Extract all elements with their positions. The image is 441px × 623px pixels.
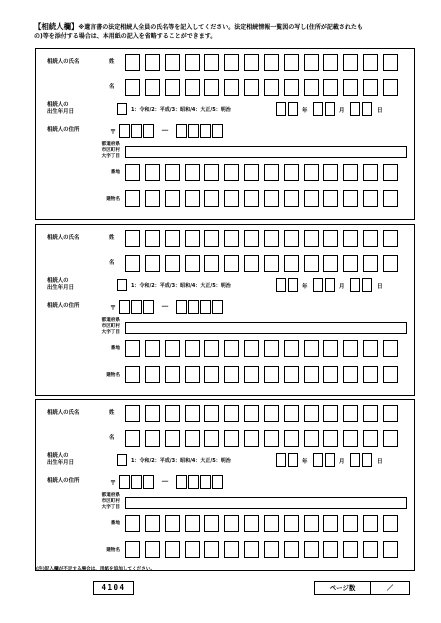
banchi-cell[interactable] — [264, 515, 279, 532]
postal-box[interactable] — [131, 300, 142, 314]
month-box-1[interactable] — [313, 102, 323, 116]
surname-cell[interactable] — [284, 230, 299, 247]
postal-box[interactable] — [212, 300, 223, 314]
building-cell[interactable] — [125, 541, 140, 558]
heir-section — [35, 224, 415, 396]
building-cell[interactable] — [363, 541, 378, 558]
given-name-grid — [125, 430, 398, 447]
banchi-cell[interactable] — [204, 340, 219, 357]
name-label: 相続人の氏名 — [47, 410, 80, 416]
surname-cell[interactable] — [304, 54, 319, 71]
banchi-cell[interactable] — [204, 164, 219, 181]
postal-box[interactable] — [131, 124, 142, 138]
pref-label-2: 市区町村 — [101, 148, 120, 153]
postal-mark: 〒 — [110, 480, 117, 487]
given-name-label: 名 — [109, 260, 115, 266]
day-label: 日 — [377, 284, 383, 290]
building-grid — [125, 366, 398, 383]
given-name-cell[interactable] — [224, 255, 239, 272]
surname-cell[interactable] — [284, 405, 299, 422]
surname-cell[interactable] — [323, 230, 338, 247]
postal-box[interactable] — [119, 475, 130, 489]
address-label: 相続人の住所 — [47, 127, 80, 133]
building-cell[interactable] — [284, 541, 299, 558]
building-cell[interactable] — [264, 366, 279, 383]
surname-cell[interactable] — [125, 54, 140, 71]
banchi-cell[interactable] — [224, 340, 239, 357]
surname-cell[interactable] — [264, 230, 279, 247]
given-name-cell[interactable] — [363, 430, 378, 447]
birthdate-label-2: 出生年月日 — [47, 285, 74, 291]
surname-cell[interactable] — [363, 54, 378, 71]
surname-cell[interactable] — [165, 54, 180, 71]
surname-cell[interactable] — [204, 54, 219, 71]
surname-cell[interactable] — [224, 230, 239, 247]
postal-box[interactable] — [176, 300, 187, 314]
day-label: 日 — [377, 108, 383, 114]
banchi-cell[interactable] — [323, 164, 338, 181]
month-label: 月 — [339, 459, 345, 465]
building-cell[interactable] — [264, 190, 279, 207]
surname-cell[interactable] — [343, 54, 358, 71]
banchi-grid — [125, 515, 398, 532]
year-box-1[interactable] — [276, 278, 286, 292]
building-cell[interactable] — [284, 190, 299, 207]
month-box-1[interactable] — [313, 278, 323, 292]
surname-cell[interactable] — [224, 54, 239, 71]
given-name-cell[interactable] — [304, 255, 319, 272]
postal-box[interactable] — [188, 300, 199, 314]
month-label: 月 — [339, 284, 345, 290]
building-cell[interactable] — [165, 190, 180, 207]
surname-cell[interactable] — [304, 230, 319, 247]
banchi-cell[interactable] — [224, 515, 239, 532]
surname-cell[interactable] — [363, 405, 378, 422]
given-name-cell[interactable] — [145, 430, 160, 447]
surname-cell[interactable] — [145, 405, 160, 422]
banchi-cell[interactable] — [244, 340, 259, 357]
year-box-1[interactable] — [276, 453, 286, 467]
banchi-cell[interactable] — [383, 164, 398, 181]
building-cell[interactable] — [145, 541, 160, 558]
given-name-cell[interactable] — [363, 255, 378, 272]
given-name-cell[interactable] — [383, 79, 398, 96]
given-name-cell[interactable] — [383, 430, 398, 447]
surname-cell[interactable] — [264, 405, 279, 422]
building-cell[interactable] — [363, 190, 378, 207]
given-name-cell[interactable] — [284, 255, 299, 272]
pref-label-3: 大字丁目 — [101, 505, 120, 510]
birthdate-label-1: 相続人の — [47, 453, 69, 459]
banchi-cell[interactable] — [383, 340, 398, 357]
name-label: 相続人の氏名 — [47, 235, 80, 241]
surname-label: 姓 — [109, 59, 115, 65]
heir-section — [35, 48, 415, 220]
year-box-2[interactable] — [288, 102, 298, 116]
pref-label-3: 大字丁目 — [101, 154, 120, 159]
surname-cell[interactable] — [323, 405, 338, 422]
building-cell[interactable] — [264, 541, 279, 558]
given-name-cell[interactable] — [125, 430, 140, 447]
building-cell[interactable] — [284, 366, 299, 383]
banchi-label: 番地 — [110, 170, 120, 175]
postal-box[interactable] — [176, 124, 187, 138]
given-name-cell[interactable] — [284, 430, 299, 447]
given-name-cell[interactable] — [264, 430, 279, 447]
banchi-grid — [125, 340, 398, 357]
surname-cell[interactable] — [383, 54, 398, 71]
building-cell[interactable] — [323, 541, 338, 558]
banchi-grid — [125, 164, 398, 181]
postal-box[interactable] — [200, 475, 211, 489]
page-count-label: ページ数 — [315, 582, 371, 594]
era-options: 1：令和/2：平成/3：昭和/4：大正/5：明治 — [131, 458, 231, 464]
building-cell[interactable] — [204, 190, 219, 207]
banchi-cell[interactable] — [323, 340, 338, 357]
address-label: 相続人の住所 — [47, 478, 80, 484]
year-label: 年 — [302, 284, 308, 290]
given-name-cell[interactable] — [204, 79, 219, 96]
day-box-1[interactable] — [350, 278, 360, 292]
banchi-cell[interactable] — [145, 340, 160, 357]
building-cell[interactable] — [204, 541, 219, 558]
postal-box[interactable] — [200, 300, 211, 314]
month-box-1[interactable] — [313, 453, 323, 467]
banchi-label: 番地 — [110, 521, 120, 526]
banchi-cell[interactable] — [363, 515, 378, 532]
form-note-line2: の)等を添付する場合は、本用紙の記入を省略することができます。 — [34, 32, 217, 40]
given-name-grid — [125, 79, 398, 96]
given-name-cell[interactable] — [145, 255, 160, 272]
surname-label: 姓 — [109, 410, 115, 416]
surname-cell[interactable] — [383, 230, 398, 247]
given-name-cell[interactable] — [125, 79, 140, 96]
month-box-2[interactable] — [325, 278, 335, 292]
building-label: 建物名 — [106, 197, 120, 202]
banchi-cell[interactable] — [145, 515, 160, 532]
building-cell[interactable] — [224, 190, 239, 207]
building-grid — [125, 190, 398, 207]
postal-dash: － — [161, 126, 169, 135]
surname-cell[interactable] — [304, 405, 319, 422]
given-name-cell[interactable] — [264, 79, 279, 96]
banchi-cell[interactable] — [343, 340, 358, 357]
postal-box[interactable] — [143, 124, 154, 138]
banchi-cell[interactable] — [363, 164, 378, 181]
month-box-2[interactable] — [325, 453, 335, 467]
building-cell[interactable] — [185, 366, 200, 383]
given-name-cell[interactable] — [125, 255, 140, 272]
given-name-cell[interactable] — [145, 79, 160, 96]
day-box-1[interactable] — [350, 102, 360, 116]
footnote: (注)記入欄が不足する場合は、用紙を追加してください。 — [36, 567, 156, 572]
banchi-cell[interactable] — [204, 515, 219, 532]
era-options: 1：令和/2：平成/3：昭和/4：大正/5：明治 — [131, 283, 231, 289]
given-name-label: 名 — [109, 435, 115, 441]
banchi-cell[interactable] — [125, 340, 140, 357]
postal-dash: － — [161, 302, 169, 311]
given-name-cell[interactable] — [383, 255, 398, 272]
surname-cell[interactable] — [244, 230, 259, 247]
building-cell[interactable] — [304, 190, 319, 207]
building-cell[interactable] — [125, 190, 140, 207]
day-label: 日 — [377, 459, 383, 465]
prefecture-city-field[interactable] — [125, 497, 407, 509]
given-name-cell[interactable] — [284, 79, 299, 96]
postal-box[interactable] — [143, 475, 154, 489]
banchi-cell[interactable] — [264, 340, 279, 357]
building-cell[interactable] — [185, 541, 200, 558]
given-name-cell[interactable] — [185, 430, 200, 447]
building-cell[interactable] — [323, 190, 338, 207]
given-name-cell[interactable] — [165, 255, 180, 272]
given-name-cell[interactable] — [343, 255, 358, 272]
pref-label-1: 都道府県 — [101, 318, 120, 323]
page-count-field[interactable]: ／ — [386, 584, 394, 592]
given-name-label: 名 — [109, 84, 115, 90]
banchi-cell[interactable] — [185, 515, 200, 532]
postal-box[interactable] — [119, 300, 130, 314]
era-field[interactable] — [117, 103, 127, 115]
month-label: 月 — [339, 108, 345, 114]
building-cell[interactable] — [383, 190, 398, 207]
surname-cell[interactable] — [165, 230, 180, 247]
building-cell[interactable] — [363, 366, 378, 383]
pref-label-1: 都道府県 — [101, 142, 120, 147]
building-cell[interactable] — [343, 190, 358, 207]
surname-cell[interactable] — [185, 405, 200, 422]
building-cell[interactable] — [244, 366, 259, 383]
given-name-cell[interactable] — [363, 79, 378, 96]
banchi-cell[interactable] — [244, 515, 259, 532]
given-name-cell[interactable] — [185, 79, 200, 96]
address-label: 相続人の住所 — [47, 303, 80, 309]
given-name-cell[interactable] — [244, 255, 259, 272]
postal-box[interactable] — [188, 475, 199, 489]
banchi-cell[interactable] — [145, 164, 160, 181]
banchi-cell[interactable] — [125, 164, 140, 181]
given-name-cell[interactable] — [204, 255, 219, 272]
given-name-cell[interactable] — [244, 430, 259, 447]
building-cell[interactable] — [304, 366, 319, 383]
year-box-2[interactable] — [288, 453, 298, 467]
postal-mark: 〒 — [110, 305, 117, 312]
given-name-cell[interactable] — [224, 79, 239, 96]
birthdate-label-2: 出生年月日 — [47, 109, 74, 115]
building-cell[interactable] — [204, 366, 219, 383]
building-cell[interactable] — [383, 541, 398, 558]
postal-box[interactable] — [212, 124, 223, 138]
postal-box[interactable] — [212, 475, 223, 489]
building-cell[interactable] — [165, 541, 180, 558]
postal-box[interactable] — [188, 124, 199, 138]
surname-cell[interactable] — [264, 54, 279, 71]
building-cell[interactable] — [224, 366, 239, 383]
form-code: 4104 — [93, 581, 134, 595]
banchi-cell[interactable] — [304, 515, 319, 532]
pref-label-2: 市区町村 — [101, 324, 120, 329]
surname-cell[interactable] — [244, 54, 259, 71]
building-cell[interactable] — [185, 190, 200, 207]
banchi-cell[interactable] — [125, 515, 140, 532]
banchi-cell[interactable] — [244, 164, 259, 181]
surname-cell[interactable] — [363, 230, 378, 247]
surname-cell[interactable] — [125, 230, 140, 247]
pref-label-1: 都道府県 — [101, 493, 120, 498]
era-field[interactable] — [117, 279, 127, 291]
banchi-cell[interactable] — [323, 515, 338, 532]
building-cell[interactable] — [165, 366, 180, 383]
postal-box[interactable] — [200, 124, 211, 138]
day-box-1[interactable] — [350, 453, 360, 467]
birthdate-label-1: 相続人の — [47, 278, 69, 284]
given-name-cell[interactable] — [224, 430, 239, 447]
postal-dash: － — [161, 477, 169, 486]
banchi-cell[interactable] — [185, 340, 200, 357]
birthdate-label-1: 相続人の — [47, 102, 69, 108]
building-cell[interactable] — [304, 541, 319, 558]
given-name-cell[interactable] — [264, 255, 279, 272]
surname-grid — [125, 405, 398, 422]
building-cell[interactable] — [125, 366, 140, 383]
year-box-1[interactable] — [276, 102, 286, 116]
surname-label: 姓 — [109, 235, 115, 241]
postal-box[interactable] — [119, 124, 130, 138]
surname-cell[interactable] — [323, 54, 338, 71]
given-name-cell[interactable] — [343, 430, 358, 447]
postal-box[interactable] — [176, 475, 187, 489]
postal-box[interactable] — [131, 475, 142, 489]
surname-cell[interactable] — [145, 230, 160, 247]
form-header — [34, 23, 416, 41]
given-name-cell[interactable] — [323, 255, 338, 272]
given-name-cell[interactable] — [323, 430, 338, 447]
given-name-cell[interactable] — [304, 79, 319, 96]
surname-cell[interactable] — [185, 54, 200, 71]
building-cell[interactable] — [343, 541, 358, 558]
given-name-cell[interactable] — [165, 79, 180, 96]
surname-cell[interactable] — [145, 54, 160, 71]
surname-cell[interactable] — [343, 230, 358, 247]
postal-box[interactable] — [143, 300, 154, 314]
banchi-cell[interactable] — [264, 164, 279, 181]
given-name-cell[interactable] — [204, 430, 219, 447]
form-title: 【相続人欄】 — [34, 22, 79, 31]
pref-label-2: 市区町村 — [101, 499, 120, 504]
building-cell[interactable] — [383, 366, 398, 383]
building-cell[interactable] — [244, 190, 259, 207]
banchi-cell[interactable] — [165, 164, 180, 181]
banchi-cell[interactable] — [165, 340, 180, 357]
year-label: 年 — [302, 108, 308, 114]
banchi-cell[interactable] — [304, 164, 319, 181]
banchi-cell[interactable] — [284, 340, 299, 357]
surname-cell[interactable] — [125, 405, 140, 422]
surname-cell[interactable] — [185, 230, 200, 247]
page-count-box — [314, 581, 410, 595]
building-cell[interactable] — [244, 541, 259, 558]
postal-mark: 〒 — [110, 129, 117, 136]
given-name-grid — [125, 255, 398, 272]
surname-cell[interactable] — [204, 405, 219, 422]
prefecture-city-field[interactable] — [125, 322, 407, 334]
building-cell[interactable] — [224, 541, 239, 558]
heir-section — [35, 399, 415, 571]
given-name-cell[interactable] — [165, 430, 180, 447]
banchi-cell[interactable] — [224, 164, 239, 181]
surname-grid — [125, 54, 398, 71]
birthdate-label-2: 出生年月日 — [47, 460, 74, 466]
given-name-cell[interactable] — [244, 79, 259, 96]
given-name-cell[interactable] — [304, 430, 319, 447]
year-box-2[interactable] — [288, 278, 298, 292]
surname-cell[interactable] — [343, 405, 358, 422]
banchi-cell[interactable] — [284, 515, 299, 532]
building-grid — [125, 541, 398, 558]
banchi-cell[interactable] — [165, 515, 180, 532]
surname-cell[interactable] — [244, 405, 259, 422]
given-name-cell[interactable] — [343, 79, 358, 96]
surname-cell[interactable] — [383, 405, 398, 422]
building-cell[interactable] — [145, 366, 160, 383]
banchi-cell[interactable] — [363, 340, 378, 357]
building-cell[interactable] — [323, 366, 338, 383]
surname-grid — [125, 230, 398, 247]
banchi-cell[interactable] — [343, 164, 358, 181]
form-note-line1: ※遺言書の法定相続人全員の氏名等を記入してください。法定相続情報一覧図の写し(住所が記載されたも — [78, 24, 363, 31]
surname-cell[interactable] — [284, 54, 299, 71]
building-cell[interactable] — [343, 366, 358, 383]
surname-cell[interactable] — [224, 405, 239, 422]
name-label: 相続人の氏名 — [47, 59, 80, 65]
banchi-cell[interactable] — [383, 515, 398, 532]
day-box-2[interactable] — [362, 278, 372, 292]
given-name-cell[interactable] — [185, 255, 200, 272]
pref-label-3: 大字丁目 — [101, 330, 120, 335]
banchi-cell[interactable] — [304, 340, 319, 357]
era-field[interactable] — [117, 454, 127, 466]
surname-cell[interactable] — [165, 405, 180, 422]
banchi-cell[interactable] — [343, 515, 358, 532]
banchi-cell[interactable] — [284, 164, 299, 181]
building-cell[interactable] — [145, 190, 160, 207]
banchi-cell[interactable] — [185, 164, 200, 181]
day-box-2[interactable] — [362, 453, 372, 467]
era-options: 1：令和/2：平成/3：昭和/4：大正/5：明治 — [131, 107, 231, 113]
building-label: 建物名 — [106, 548, 120, 553]
banchi-label: 番地 — [110, 346, 120, 351]
surname-cell[interactable] — [204, 230, 219, 247]
day-box-2[interactable] — [362, 102, 372, 116]
given-name-cell[interactable] — [323, 79, 338, 96]
year-label: 年 — [302, 459, 308, 465]
building-label: 建物名 — [106, 373, 120, 378]
prefecture-city-field[interactable] — [125, 146, 407, 158]
month-box-2[interactable] — [325, 102, 335, 116]
